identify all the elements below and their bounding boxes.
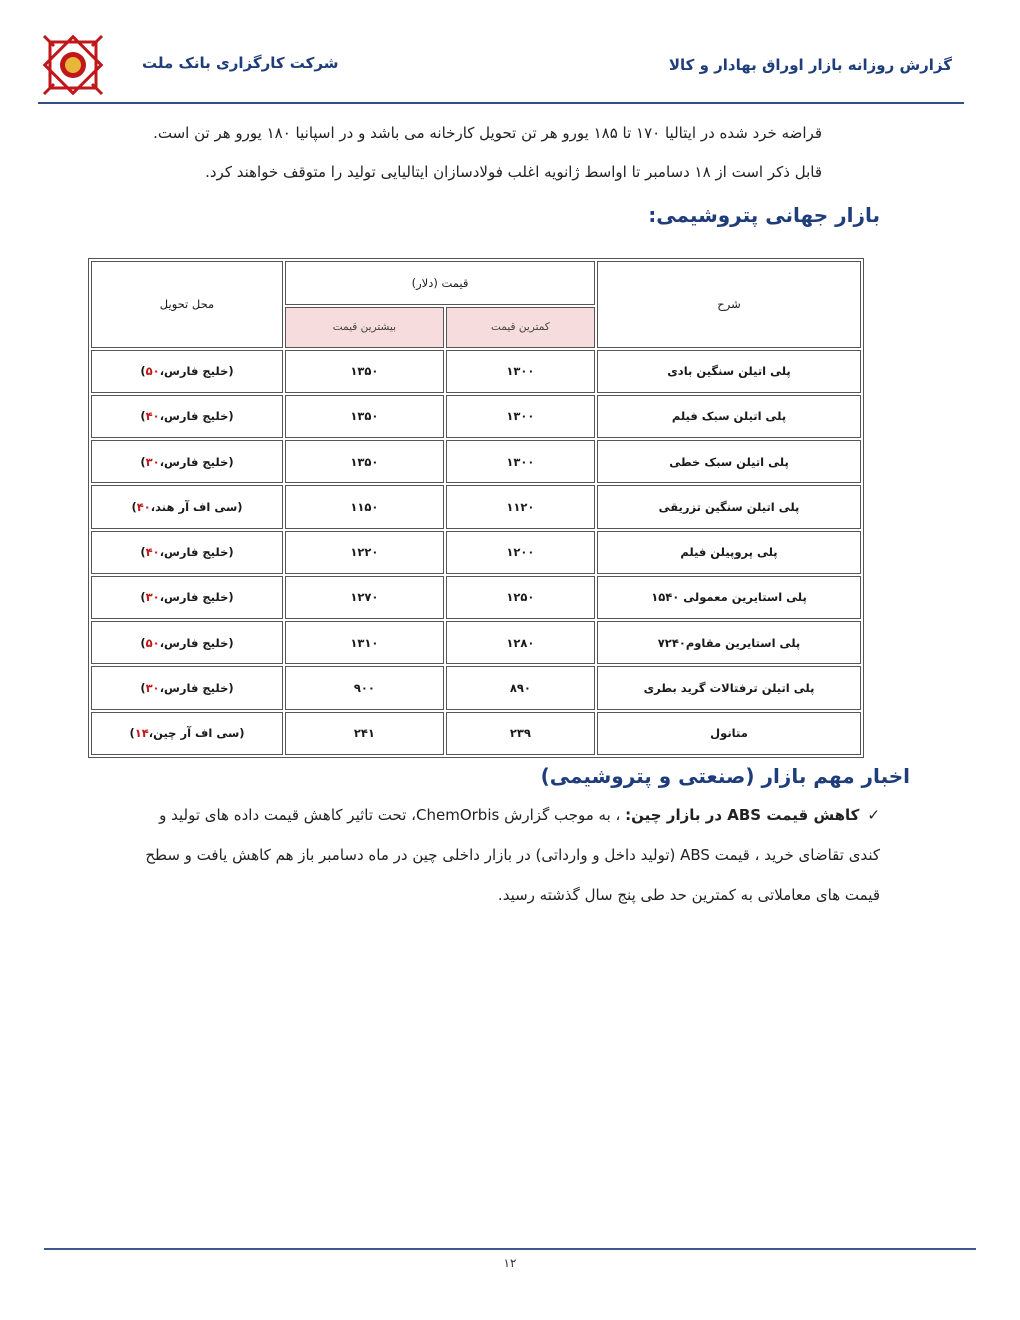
news-line-1-text: ، به موجب گزارش ChemOrbis، تحت تاثیر کاهش قیمت داده های تولید و: [159, 806, 621, 824]
checkmark-icon: ✓: [867, 806, 880, 824]
max-price: ۱۳۵۰: [285, 395, 444, 438]
petrochemical-price-table: [88, 258, 864, 758]
delivery-location-number: ۵۰: [145, 364, 160, 379]
delivery-location-text: (خلیج فارس،: [159, 681, 234, 695]
table-row: [91, 395, 861, 438]
header-divider: [38, 102, 964, 104]
news-line-3: قیمت های معاملاتی به کمترین حد طی پنج سال گذشته رسید.: [497, 886, 880, 904]
delivery-location-close: ): [140, 409, 146, 424]
delivery-location-text: (خلیج فارس،: [159, 590, 234, 605]
section-title-petrochemical: بازار جهانی پتروشیمی:: [648, 203, 880, 227]
delivery-location-close: ): [129, 726, 135, 741]
min-price: ۱۲۰۰: [446, 531, 595, 574]
header-delivery: محل تحویل: [91, 261, 283, 348]
bank-mellat-logo-icon: [40, 32, 106, 98]
delivery-location-text: (خلیج فارس،: [159, 545, 234, 560]
delivery-location-number: ۴۰: [145, 545, 160, 560]
delivery-location-text: (سی اف آر هند،: [150, 499, 243, 514]
product-name: پلی اتیلن سنگین تزریقی: [597, 485, 861, 528]
delivery-location-text: (سی اف آر چین،: [148, 726, 245, 741]
delivery-location: [91, 576, 283, 619]
max-price: ۱۲۷۰: [285, 576, 444, 619]
delivery-location-close: ): [131, 499, 137, 514]
max-price: ۹۰۰: [285, 666, 444, 709]
delivery-location-close: ): [140, 635, 146, 650]
delivery-location-number: ۳۰: [145, 681, 160, 695]
min-price: ۱۳۰۰: [446, 440, 595, 483]
delivery-location-text: (خلیج فارس،: [159, 454, 234, 469]
delivery-location-number: ۳۰: [145, 454, 160, 469]
product-name: پلی اتیلن سبک خطی: [597, 440, 861, 483]
footer-divider: [44, 1248, 976, 1250]
delivery-location-close: ): [140, 681, 146, 695]
delivery-location-text: (خلیج فارس،: [159, 364, 234, 379]
delivery-location-number: ۱۴: [134, 726, 149, 741]
table-row: [91, 531, 861, 574]
news-line-2: کندی تقاضای خرید ، قیمت ABS (تولید داخل و وارداتی) در بازار داخلی چین در ماه دسامبر باز هم کاهش یافت و سطح: [145, 846, 880, 864]
delivery-location-number: ۵۰: [145, 635, 160, 650]
table-row: [91, 666, 861, 709]
product-name: پلی اتیلن ترفتالات گرید بطری: [597, 666, 861, 709]
news-line-1: [159, 806, 880, 824]
delivery-location-text: (خلیج فارس،: [159, 409, 234, 424]
delivery-location: [91, 395, 283, 438]
table-row: [91, 440, 861, 483]
page-number: ۱۲: [503, 1256, 517, 1270]
product-name: پلی استایرین مقاوم۷۲۴۰: [597, 621, 861, 664]
table-row: [91, 621, 861, 664]
report-title: گزارش روزانه بازار اوراق بهادار و کالا: [668, 56, 952, 74]
delivery-location-text: (خلیج فارس،: [159, 635, 234, 650]
intro-line-1: قراضه خرد شده در ایتالیا ۱۷۰ تا ۱۸۵ یورو هر تن تحویل کارخانه می باشد و در اسپانیا ۱۸۰ یورو هر تن است.: [153, 124, 822, 142]
max-price: ۲۴۱: [285, 712, 444, 755]
table-row: [91, 350, 861, 393]
product-name: پلی پروپیلن فیلم: [597, 531, 861, 574]
company-name: شرکت کارگزاری بانک ملت: [142, 54, 339, 72]
product-name: پلی اتیلن سبک فیلم: [597, 395, 861, 438]
delivery-location-close: ): [140, 590, 146, 605]
delivery-location-number: ۴۰: [136, 499, 151, 514]
delivery-location-close: ): [140, 364, 146, 379]
table-row: [91, 485, 861, 528]
max-price: ۱۳۱۰: [285, 621, 444, 664]
delivery-location: [91, 485, 283, 528]
section-title-market-news: اخبار مهم بازار (صنعتی و پتروشیمی): [540, 764, 910, 788]
min-price: ۱۱۲۰: [446, 485, 595, 528]
header-min-price: کمترین قیمت: [446, 307, 595, 347]
header-description: شرح: [597, 261, 861, 348]
delivery-location-close: ): [140, 545, 146, 560]
delivery-location: [91, 666, 283, 709]
product-name: پلی استایرین معمولی ۱۵۴۰: [597, 576, 861, 619]
delivery-location: [91, 440, 283, 483]
delivery-location: [91, 350, 283, 393]
product-name: پلی اتیلن سنگین بادی: [597, 350, 861, 393]
delivery-location: [91, 712, 283, 755]
news-headline: کاهش قیمت ABS در بازار چین:: [625, 806, 860, 824]
max-price: ۱۳۵۰: [285, 350, 444, 393]
min-price: ۲۳۹: [446, 712, 595, 755]
product-name: متانول: [597, 712, 861, 755]
header-price: قیمت (دلار): [285, 261, 595, 305]
min-price: ۱۲۸۰: [446, 621, 595, 664]
min-price: ۱۳۰۰: [446, 395, 595, 438]
min-price: ۸۹۰: [446, 666, 595, 709]
delivery-location-close: ): [140, 454, 146, 469]
min-price: ۱۳۰۰: [446, 350, 595, 393]
min-price: ۱۲۵۰: [446, 576, 595, 619]
intro-line-2: قابل ذکر است از ۱۸ دسامبر تا اواسط ژانویه اغلب فولادسازان ایتالیایی تولید را متوقف خواهند کرد.: [205, 163, 822, 181]
delivery-location-number: ۴۰: [145, 409, 160, 424]
max-price: ۱۳۵۰: [285, 440, 444, 483]
table-row: [91, 576, 861, 619]
table-row: [91, 712, 861, 755]
max-price: ۱۱۵۰: [285, 485, 444, 528]
delivery-location: [91, 621, 283, 664]
header-max-price: بیشترین قیمت: [285, 307, 444, 347]
delivery-location-number: ۳۰: [145, 590, 160, 605]
delivery-location: [91, 531, 283, 574]
max-price: ۱۲۲۰: [285, 531, 444, 574]
